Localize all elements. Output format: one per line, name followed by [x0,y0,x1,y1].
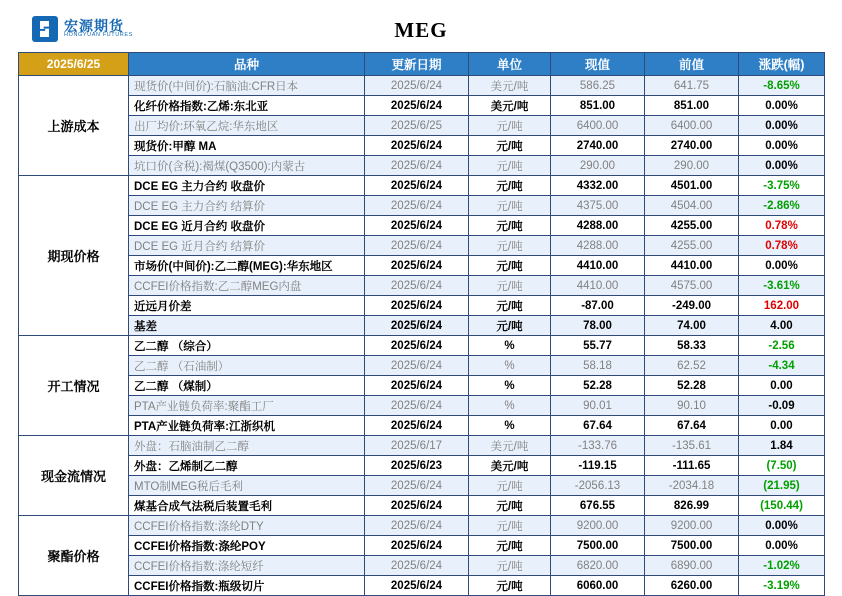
row-update-date: 2025/6/24 [365,496,469,516]
row-item-name: 乙二醇 （煤制） [129,376,365,396]
table-row [19,336,825,356]
row-update-date: 2025/6/24 [365,576,469,596]
row-previous-value: 4575.00 [645,276,739,296]
row-current-value: 55.77 [551,336,645,356]
row-unit: 元/吨 [469,296,551,316]
row-unit: 美元/吨 [469,456,551,476]
table-row [19,136,825,156]
row-change-value: 0.00 [739,376,825,396]
row-update-date: 2025/6/24 [365,236,469,256]
row-previous-value: -111.65 [645,456,739,476]
row-change-value: -8.65% [739,76,825,96]
table-row [19,96,825,116]
table-row [19,256,825,276]
report-header [18,14,824,52]
row-current-value: 78.00 [551,316,645,336]
row-unit: 美元/吨 [469,96,551,116]
row-unit: % [469,396,551,416]
row-update-date: 2025/6/24 [365,76,469,96]
row-change-value: 0.00% [739,96,825,116]
row-item-name: 市场价(中间价):乙二醇(MEG):华东地区 [129,256,365,276]
row-update-date: 2025/6/24 [365,556,469,576]
table-row [19,356,825,376]
table-row [19,516,825,536]
row-unit: 元/吨 [469,216,551,236]
row-current-value: 2740.00 [551,136,645,156]
row-previous-value: 58.33 [645,336,739,356]
group-label: 现金流情况 [19,436,129,516]
row-change-value: (150.44) [739,496,825,516]
header-unit: 单位 [469,53,551,76]
header-change: 涨跌(幅) [739,53,825,76]
row-change-value: 0.00% [739,116,825,136]
row-change-value: -3.61% [739,276,825,296]
row-item-name: 乙二醇 （综合） [129,336,365,356]
row-update-date: 2025/6/24 [365,176,469,196]
row-current-value: 58.18 [551,356,645,376]
row-item-name: 外盘：乙烯制乙二醇 [129,456,365,476]
row-current-value: 6820.00 [551,556,645,576]
row-previous-value: -135.61 [645,436,739,456]
row-current-value: 9200.00 [551,516,645,536]
row-current-value: 851.00 [551,96,645,116]
row-unit: 元/吨 [469,156,551,176]
table-row [19,176,825,196]
row-change-value: (7.50) [739,456,825,476]
row-update-date: 2025/6/25 [365,116,469,136]
row-change-value: 0.00% [739,256,825,276]
row-change-value: 0.00% [739,136,825,156]
row-change-value: -0.09 [739,396,825,416]
row-change-value: 0.78% [739,236,825,256]
row-previous-value: 4255.00 [645,216,739,236]
row-current-value: 6060.00 [551,576,645,596]
row-previous-value: 52.28 [645,376,739,396]
header-current: 现值 [551,53,645,76]
row-unit: 元/吨 [469,536,551,556]
row-unit: 元/吨 [469,116,551,136]
row-change-value: 0.78% [739,216,825,236]
row-previous-value: 641.75 [645,76,739,96]
table-row [19,576,825,596]
row-unit: 元/吨 [469,256,551,276]
row-update-date: 2025/6/24 [365,536,469,556]
table-header-row [19,53,825,76]
row-update-date: 2025/6/24 [365,356,469,376]
row-unit: 美元/吨 [469,436,551,456]
row-unit: 元/吨 [469,316,551,336]
row-update-date: 2025/6/24 [365,376,469,396]
row-current-value: 4288.00 [551,236,645,256]
row-previous-value: 7500.00 [645,536,739,556]
row-current-value: 586.25 [551,76,645,96]
row-unit: % [469,336,551,356]
row-update-date: 2025/6/17 [365,436,469,456]
table-row [19,76,825,96]
row-current-value: 67.64 [551,416,645,436]
row-previous-value: 6890.00 [645,556,739,576]
row-previous-value: 90.10 [645,396,739,416]
brand-name-en: HONGYUAN FUTURES [64,32,133,39]
row-item-name: DCE EG 近月合约 收盘价 [129,216,365,236]
row-current-value: 4410.00 [551,256,645,276]
row-previous-value: 6400.00 [645,116,739,136]
table-row [19,236,825,256]
row-unit: 元/吨 [469,196,551,216]
row-previous-value: -249.00 [645,296,739,316]
row-item-name: PTA产业链负荷率:聚酯工厂 [129,396,365,416]
row-update-date: 2025/6/24 [365,396,469,416]
row-item-name: 出厂均价:环氧乙烷:华东地区 [129,116,365,136]
row-item-name: CCFEI价格指数:涤纶POY [129,536,365,556]
row-update-date: 2025/6/24 [365,96,469,116]
table-row [19,556,825,576]
table-row [19,536,825,556]
row-unit: 美元/吨 [469,76,551,96]
row-previous-value: 2740.00 [645,136,739,156]
row-unit: 元/吨 [469,476,551,496]
row-update-date: 2025/6/24 [365,516,469,536]
row-current-value: -133.76 [551,436,645,456]
row-update-date: 2025/6/24 [365,196,469,216]
table-row [19,416,825,436]
row-item-name: 化纤价格指数:乙烯:东北亚 [129,96,365,116]
row-item-name: 近远月价差 [129,296,365,316]
row-change-value: 4.00 [739,316,825,336]
row-current-value: 52.28 [551,376,645,396]
row-previous-value: 62.52 [645,356,739,376]
row-unit: 元/吨 [469,276,551,296]
row-current-value: 676.55 [551,496,645,516]
row-current-value: -87.00 [551,296,645,316]
table-row [19,376,825,396]
table-row [19,436,825,456]
row-item-name: CCFEI价格指数:乙二醇MEG内盘 [129,276,365,296]
row-item-name: 外盘：石脑油制乙二醇 [129,436,365,456]
row-item-name: DCE EG 主力合约 结算价 [129,196,365,216]
row-item-name: CCFEI价格指数:涤纶DTY [129,516,365,536]
row-unit: % [469,416,551,436]
row-item-name: 坑口价(含税):褐煤(Q3500):内蒙古 [129,156,365,176]
row-current-value: 6400.00 [551,116,645,136]
meg-data-table [18,52,825,596]
row-item-name: 基差 [129,316,365,336]
table-row [19,396,825,416]
row-update-date: 2025/6/24 [365,156,469,176]
row-unit: 元/吨 [469,176,551,196]
table-row [19,316,825,336]
row-unit: 元/吨 [469,556,551,576]
row-change-value: -3.75% [739,176,825,196]
row-current-value: 7500.00 [551,536,645,556]
row-update-date: 2025/6/23 [365,456,469,476]
row-unit: 元/吨 [469,576,551,596]
row-current-value: 290.00 [551,156,645,176]
header-previous: 前值 [645,53,739,76]
row-previous-value: -2034.18 [645,476,739,496]
row-change-value: 0.00% [739,516,825,536]
row-previous-value: 4504.00 [645,196,739,216]
table-row [19,496,825,516]
row-previous-value: 67.64 [645,416,739,436]
row-current-value: -2056.13 [551,476,645,496]
row-previous-value: 4501.00 [645,176,739,196]
row-item-name: 煤基合成气法税后装置毛利 [129,496,365,516]
group-label: 聚酯价格 [19,516,129,596]
group-label: 上游成本 [19,76,129,176]
row-change-value: 0.00% [739,536,825,556]
table-row [19,156,825,176]
row-change-value: 0.00% [739,156,825,176]
row-update-date: 2025/6/24 [365,476,469,496]
row-previous-value: 6260.00 [645,576,739,596]
row-change-value: -2.56 [739,336,825,356]
row-current-value: 90.01 [551,396,645,416]
row-previous-value: 9200.00 [645,516,739,536]
row-change-value: 162.00 [739,296,825,316]
table-row [19,456,825,476]
table-row [19,296,825,316]
group-label: 开工情况 [19,336,129,436]
row-item-name: 现货价(中间价):石脑油:CFR日本 [129,76,365,96]
table-body [19,76,825,596]
row-update-date: 2025/6/24 [365,216,469,236]
row-previous-value: 290.00 [645,156,739,176]
row-unit: 元/吨 [469,236,551,256]
row-change-value: (21.95) [739,476,825,496]
table-row [19,276,825,296]
row-previous-value: 851.00 [645,96,739,116]
row-change-value: -1.02% [739,556,825,576]
row-item-name: 乙二醇 （石油制） [129,356,365,376]
row-item-name: MTO制MEG税后毛利 [129,476,365,496]
row-change-value: 0.00 [739,416,825,436]
row-update-date: 2025/6/24 [365,256,469,276]
row-current-value: 4332.00 [551,176,645,196]
header-report-date: 2025/6/25 [19,53,129,76]
row-unit: % [469,376,551,396]
row-unit: 元/吨 [469,516,551,536]
row-previous-value: 4410.00 [645,256,739,276]
header-update-date: 更新日期 [365,53,469,76]
row-previous-value: 74.00 [645,316,739,336]
row-update-date: 2025/6/24 [365,276,469,296]
row-item-name: CCFEI价格指数:瓶级切片 [129,576,365,596]
row-current-value: 4410.00 [551,276,645,296]
row-update-date: 2025/6/24 [365,296,469,316]
row-item-name: DCE EG 近月合约 结算价 [129,236,365,256]
table-row [19,116,825,136]
row-item-name: CCFEI价格指数:涤纶短纤 [129,556,365,576]
row-current-value: 4288.00 [551,216,645,236]
row-previous-value: 826.99 [645,496,739,516]
row-update-date: 2025/6/24 [365,336,469,356]
row-item-name: 现货价:甲醇 MA [129,136,365,156]
page-title: MEG [394,18,448,42]
row-update-date: 2025/6/24 [365,136,469,156]
row-update-date: 2025/6/24 [365,316,469,336]
row-unit: 元/吨 [469,496,551,516]
row-change-value: -4.34 [739,356,825,376]
row-previous-value: 4255.00 [645,236,739,256]
table-row [19,196,825,216]
row-unit: 元/吨 [469,136,551,156]
header-item: 品种 [129,53,365,76]
row-change-value: 1.84 [739,436,825,456]
row-change-value: -2.86% [739,196,825,216]
table-row [19,216,825,236]
row-unit: % [469,356,551,376]
row-current-value: -119.15 [551,456,645,476]
row-item-name: DCE EG 主力合约 收盘价 [129,176,365,196]
row-update-date: 2025/6/24 [365,416,469,436]
table-row [19,476,825,496]
brand-name-cn: 宏源期货 [64,17,124,34]
group-label: 期现价格 [19,176,129,336]
row-change-value: -3.19% [739,576,825,596]
row-current-value: 4375.00 [551,196,645,216]
row-item-name: PTA产业链负荷率:江浙织机 [129,416,365,436]
